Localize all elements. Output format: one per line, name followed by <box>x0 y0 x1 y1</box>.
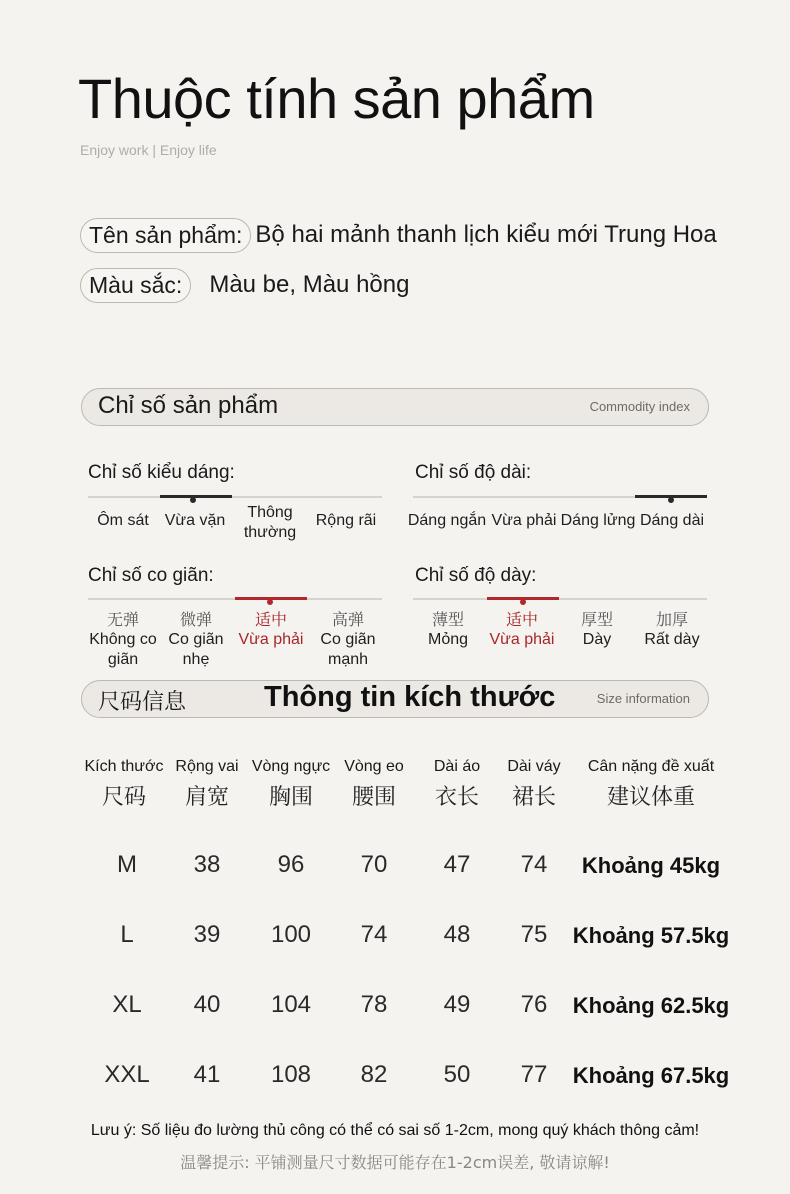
measurement-note-zh: 温馨提示: 平铺测量尺寸数据可能存在1-2cm误差, 敬请谅解! <box>180 1153 610 1172</box>
table-cell: 38 <box>193 851 221 878</box>
col-header-waist <box>329 758 419 811</box>
table-cell: Khoảng 67.5kg <box>572 1063 730 1088</box>
size-info-en: Size information <box>596 691 690 706</box>
thickness-option-thin <box>413 610 483 650</box>
length-option-medium: Vừa phải <box>491 512 557 529</box>
col-header-waist-vi: Vòng eo <box>344 758 404 775</box>
thickness-option-extra-thick-zh: 加厚 <box>655 610 688 629</box>
product-index-title: Chỉ số sản phẩm <box>98 392 279 419</box>
stretch-index-title: Chỉ số co giãn: <box>88 565 214 586</box>
table-cell: XXL <box>104 1061 150 1088</box>
table-cell: 100 <box>270 921 312 948</box>
thickness-index-scale <box>413 598 707 600</box>
thickness-index-title: Chỉ số độ dày: <box>415 565 537 586</box>
length-option-short: Dáng ngắn <box>407 512 487 529</box>
col-header-bust <box>246 758 336 811</box>
table-cell: Khoảng 57.5kg <box>572 923 730 948</box>
stretch-option-medium <box>232 610 310 650</box>
col-header-top-length-vi: Dài áo <box>433 758 481 775</box>
thickness-option-thin-vi: Mỏng <box>427 631 469 648</box>
col-header-skirt-length <box>489 758 579 811</box>
thickness-index-dot <box>520 599 526 605</box>
col-header-weight-zh: 建议体重 <box>606 785 695 810</box>
table-cell: 70 <box>360 851 388 878</box>
stretch-option-none-vi: Không co giãn <box>89 631 157 668</box>
stretch-option-high-vi: Co giãn mạnh <box>320 631 376 668</box>
style-option-fitted: Ôm sát <box>97 512 149 529</box>
stretch-option-medium-vi: Vừa phải <box>238 631 304 648</box>
table-cell: 82 <box>360 1061 388 1088</box>
thickness-option-thick-vi: Dày <box>582 631 612 648</box>
product-name-label: Tên sản phẩm: <box>80 218 251 253</box>
col-header-skirt-length-zh: 裙长 <box>511 785 556 810</box>
product-name-row <box>80 217 717 253</box>
col-header-bust-zh: 胸围 <box>268 785 313 810</box>
table-cell: Khoảng 45kg <box>581 853 721 878</box>
product-color-label: Màu sắc: <box>80 268 191 303</box>
table-cell: 48 <box>443 921 471 948</box>
col-header-size-vi: Kích thước <box>84 758 164 775</box>
thickness-option-thick-zh: 厚型 <box>580 610 613 629</box>
product-index-en: Commodity index <box>589 399 690 414</box>
col-header-weight-vi: Cân nặng đề xuất <box>587 758 715 775</box>
thickness-option-extra-thick <box>634 610 710 650</box>
length-option-long: Dáng dài <box>639 512 705 529</box>
col-header-waist-zh: 腰围 <box>351 785 396 810</box>
stretch-option-high <box>312 610 384 670</box>
style-option-regular-fit: Vừa vặn <box>164 512 226 529</box>
col-header-skirt-length-vi: Dài váy <box>507 758 561 775</box>
table-cell: 78 <box>360 991 388 1018</box>
thickness-option-thick <box>562 610 632 650</box>
length-index-dot <box>668 497 674 503</box>
size-info-title: Thông tin kích thước <box>264 681 556 713</box>
stretch-option-none-zh: 无弹 <box>106 610 139 629</box>
table-cell: Khoảng 62.5kg <box>572 993 730 1018</box>
table-cell: 49 <box>443 991 471 1018</box>
page-subtitle: Enjoy work | Enjoy life <box>80 142 217 158</box>
thickness-option-extra-thick-vi: Rất dày <box>644 631 700 648</box>
table-cell: 39 <box>193 921 221 948</box>
table-cell: 40 <box>193 991 221 1018</box>
col-header-bust-vi: Vòng ngực <box>251 758 331 775</box>
col-header-shoulder-vi: Rộng vai <box>175 758 239 775</box>
table-cell: XL <box>112 991 142 1018</box>
size-info-bar <box>81 680 709 718</box>
stretch-index-dot <box>267 599 273 605</box>
table-cell: 74 <box>520 851 548 878</box>
style-index-title: Chỉ số kiểu dáng: <box>88 462 235 483</box>
table-cell: 108 <box>270 1061 312 1088</box>
thickness-option-thin-zh: 薄型 <box>431 610 464 629</box>
stretch-option-slight-vi: Co giãn nhẹ <box>168 631 224 668</box>
page-title: Thuộc tính sản phẩm <box>78 67 595 130</box>
table-cell: 77 <box>520 1061 548 1088</box>
stretch-option-slight-zh: 微弹 <box>179 610 212 629</box>
style-index-marker <box>160 495 232 498</box>
style-option-normal: Thông thường <box>243 504 297 541</box>
thickness-option-medium <box>484 610 560 650</box>
col-header-top-length-zh: 衣长 <box>434 785 479 810</box>
measurement-note-vi: Lưu ý: Số liệu đo lường thủ công có thể có sai số 1-2cm, mong quý khách thông cảm! <box>90 1122 700 1139</box>
table-cell: 74 <box>360 921 388 948</box>
stretch-option-high-zh: 高弹 <box>331 610 364 629</box>
col-header-shoulder <box>162 758 252 811</box>
col-header-size <box>79 758 169 811</box>
stretch-option-medium-zh: 适中 <box>254 610 287 629</box>
table-cell: 47 <box>443 851 471 878</box>
table-cell: L <box>120 921 134 948</box>
table-cell: 41 <box>193 1061 221 1088</box>
product-index-bar <box>81 388 709 426</box>
thickness-option-medium-vi: Vừa phải <box>489 631 555 648</box>
stretch-index-scale <box>88 598 382 600</box>
style-index-scale <box>88 496 382 498</box>
stretch-option-none <box>88 610 158 670</box>
table-cell: 96 <box>277 851 305 878</box>
table-cell: 104 <box>270 991 312 1018</box>
style-index-dot <box>190 497 196 503</box>
col-header-size-zh: 尺码 <box>101 785 146 810</box>
col-header-weight <box>571 758 731 811</box>
product-name-value: Bộ hai mảnh thanh lịch kiểu mới Trung Hoa <box>255 221 717 248</box>
product-color-row <box>80 267 409 303</box>
product-color-value: Màu be, Màu hồng <box>209 271 410 298</box>
table-cell: 76 <box>520 991 548 1018</box>
thickness-option-medium-zh: 适中 <box>505 610 538 629</box>
table-cell: 50 <box>443 1061 471 1088</box>
table-cell: M <box>117 851 137 878</box>
length-index-scale <box>413 496 707 498</box>
stretch-option-slight <box>160 610 232 670</box>
size-info-zh-title: 尺码信息 <box>98 690 187 715</box>
style-option-loose: Rộng rãi <box>315 512 377 529</box>
length-option-midi: Dáng lửng <box>560 512 636 529</box>
table-cell: 75 <box>520 921 548 948</box>
col-header-shoulder-zh: 肩宽 <box>184 785 229 810</box>
length-index-title: Chỉ số độ dài: <box>415 462 532 483</box>
